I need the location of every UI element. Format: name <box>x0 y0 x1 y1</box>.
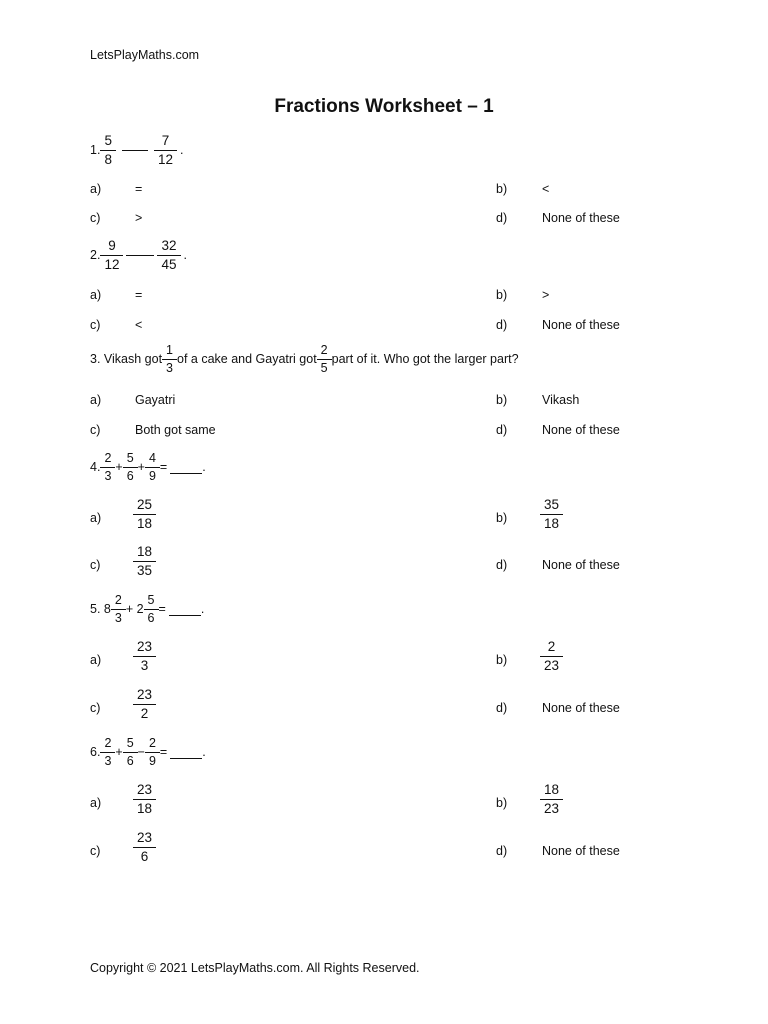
option-label-c: c) <box>90 558 101 572</box>
answer-blank <box>170 746 202 759</box>
option-label-b: b) <box>496 653 508 667</box>
fraction: $\frac{5}{6}$ <box>146 594 157 624</box>
question-1 <box>90 134 183 166</box>
q3-option-c: Both got same <box>135 423 216 437</box>
question-number: 4. <box>90 460 101 474</box>
q6-option-b: $\frac{18}{23}$ <box>540 783 563 815</box>
question-number: 1. <box>90 143 101 157</box>
plus-sign: + <box>137 460 145 474</box>
fraction: $\frac{4}{9}$ <box>147 452 158 482</box>
option-label-d: d) <box>496 423 508 437</box>
answer-blank <box>126 255 154 256</box>
q1-option-d: None of these <box>542 211 620 225</box>
question-5 <box>90 594 204 624</box>
option-label-d: d) <box>496 318 508 332</box>
q2-option-b: > <box>542 288 550 302</box>
question-text: part of it. Who got the larger part? <box>331 352 519 366</box>
period: . <box>183 248 187 262</box>
question-2 <box>90 239 187 271</box>
q4-option-c: $\frac{18}{35}$ <box>133 545 156 577</box>
q1-option-b: < <box>542 182 550 196</box>
period: . <box>202 745 206 759</box>
option-label-a: a) <box>90 182 102 196</box>
option-label-b: b) <box>496 796 508 810</box>
fraction: $\frac{5}{6}$ <box>125 452 136 482</box>
option-label-c: c) <box>90 701 101 715</box>
option-label-c: c) <box>90 318 101 332</box>
q5-option-c: $\frac{23}{2}$ <box>133 688 156 720</box>
q4-option-b: $\frac{35}{18}$ <box>540 498 563 530</box>
fraction: $\frac{2}{3}$ <box>113 594 124 624</box>
option-label-d: d) <box>496 701 508 715</box>
question-number: 5. 8 <box>90 602 111 616</box>
fraction: $\frac{2}{3}$ <box>102 737 113 767</box>
period: . <box>200 602 205 616</box>
q2-option-c: < <box>135 318 143 332</box>
answer-blank <box>122 150 148 151</box>
fraction: $\frac{7}{12}$ <box>156 134 175 166</box>
option-label-b: b) <box>496 511 508 525</box>
answer-blank <box>169 603 201 616</box>
plus-sign: + 2 <box>125 602 144 616</box>
fraction: $\frac{32}{45}$ <box>159 239 178 271</box>
option-label-c: c) <box>90 423 101 437</box>
option-label-b: b) <box>496 182 508 196</box>
q6-option-d: None of these <box>542 844 620 858</box>
q3-option-a: Gayatri <box>135 393 176 407</box>
question-number: 6. <box>90 745 101 759</box>
equals-sign: = <box>158 602 166 616</box>
option-label-a: a) <box>90 393 102 407</box>
option-label-a: a) <box>90 288 102 302</box>
site-name: LetsPlayMaths.com <box>90 48 200 62</box>
q3-option-d: None of these <box>542 423 620 437</box>
fraction: $\frac{1}{3}$ <box>164 344 175 374</box>
page-title: Fractions Worksheet – 1 <box>274 96 494 117</box>
question-text: of a cake and Gayatri got <box>177 352 317 366</box>
q2-option-d: None of these <box>542 318 620 332</box>
option-label-d: d) <box>496 844 508 858</box>
q4-option-d: None of these <box>542 558 620 572</box>
plus-sign: + <box>115 745 123 759</box>
period: . <box>202 460 206 474</box>
q6-option-c: $\frac{23}{6}$ <box>133 831 156 863</box>
option-label-c: c) <box>90 844 101 858</box>
q5-option-a: $\frac{23}{3}$ <box>133 640 156 672</box>
q5-option-d: None of these <box>542 701 620 715</box>
q5-option-b: $\frac{2}{23}$ <box>540 640 563 672</box>
q4-option-a: $\frac{25}{18}$ <box>133 498 156 530</box>
option-label-a: a) <box>90 796 102 810</box>
fraction: $\frac{2}{9}$ <box>147 737 158 767</box>
option-label-b: b) <box>496 288 508 302</box>
answer-blank <box>170 461 202 474</box>
question-number: 2. <box>90 248 101 262</box>
option-label-b: b) <box>496 393 508 407</box>
question-text: 3. Vikash got <box>90 352 163 366</box>
plus-sign: + <box>115 460 123 474</box>
copyright-footer: Copyright © 2021 LetsPlayMaths.com. All Rights Reserved. <box>90 961 420 975</box>
option-label-a: a) <box>90 653 102 667</box>
minus-sign: − <box>137 745 145 759</box>
option-label-c: c) <box>90 211 101 225</box>
option-label-d: d) <box>496 558 508 572</box>
equals-sign: = <box>159 745 168 759</box>
fraction: $\frac{2}{3}$ <box>102 452 113 482</box>
fraction: $\frac{5}{8}$ <box>102 134 114 166</box>
question-3 <box>90 344 519 374</box>
option-label-d: d) <box>496 211 508 225</box>
question-6 <box>90 737 206 767</box>
q1-option-a: = <box>135 182 143 196</box>
q6-option-a: $\frac{23}{18}$ <box>133 783 156 815</box>
q3-option-b: Vikash <box>542 393 580 407</box>
q1-option-c: > <box>135 211 143 225</box>
q2-option-a: = <box>135 288 143 302</box>
fraction: $\frac{2}{5}$ <box>319 344 330 374</box>
fraction: $\frac{9}{12}$ <box>102 239 121 271</box>
fraction: $\frac{5}{6}$ <box>125 737 136 767</box>
question-4 <box>90 452 206 482</box>
equals-sign: = <box>159 460 168 474</box>
period: . <box>179 143 184 157</box>
option-label-a: a) <box>90 511 102 525</box>
